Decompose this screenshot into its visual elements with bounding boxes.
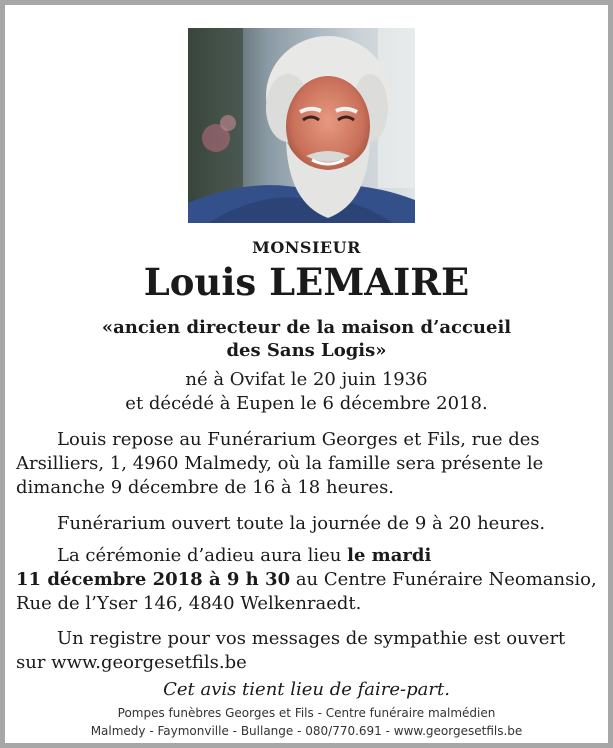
deceased-name: Louis LEMAIRE [143, 260, 470, 304]
funeral-home-contact: Malmedy - Faymonville - Bullange - 080/770.691 - www.georgesetfils.be [90, 724, 523, 738]
ceremony-day: le mardi [347, 545, 432, 566]
repose-line: Louis repose au Funérarium Georges et Fils, rue des [57, 429, 540, 450]
birth-line: né à Ovifat le 20 juin 1936 [185, 369, 428, 390]
funeral-home-name: Pompes funèbres Georges et Fils - Centre funéraire malmédien [117, 706, 496, 720]
repose-line: Arsilliers, 1, 4960 Malmedy, où la famille sera présente le [16, 453, 544, 474]
portrait-photo [188, 28, 415, 223]
role-quote-line: des Sans Logis» [226, 340, 387, 361]
ceremony-datetime: 11 décembre 2018 à 9 h 30 [16, 569, 291, 590]
repose-paragraph [16, 428, 601, 500]
honorific: MONSIEUR [252, 238, 361, 257]
register-paragraph [16, 627, 601, 675]
register-link[interactable]: sur www.georgesetfils.be [16, 652, 247, 673]
opening-hours-text: Funérarium ouvert toute la journée de 9 à 20 heures. [57, 513, 546, 534]
opening-hours-paragraph [16, 512, 601, 536]
closing-note: Cet avis tient lieu de faire-part. [163, 679, 450, 700]
ceremony-text: La cérémonie d’adieu aura lieu [57, 545, 348, 566]
role-quote [5, 316, 608, 362]
register-text: Un registre pour vos messages de sympathie est ouvert [57, 628, 566, 649]
death-line: et décédé à Eupen le 6 décembre 2018. [125, 393, 488, 414]
birth-death-dates [5, 368, 608, 416]
repose-line: dimanche 9 décembre de 16 à 18 heures. [16, 477, 395, 498]
ceremony-place: au Centre Funéraire Neomansio, [290, 569, 597, 590]
role-quote-line: «ancien directeur de la maison d’accueil [101, 317, 512, 338]
ceremony-address: Rue de l’Yser 146, 4840 Welkenraedt. [16, 593, 362, 614]
ceremony-paragraph [16, 544, 601, 616]
